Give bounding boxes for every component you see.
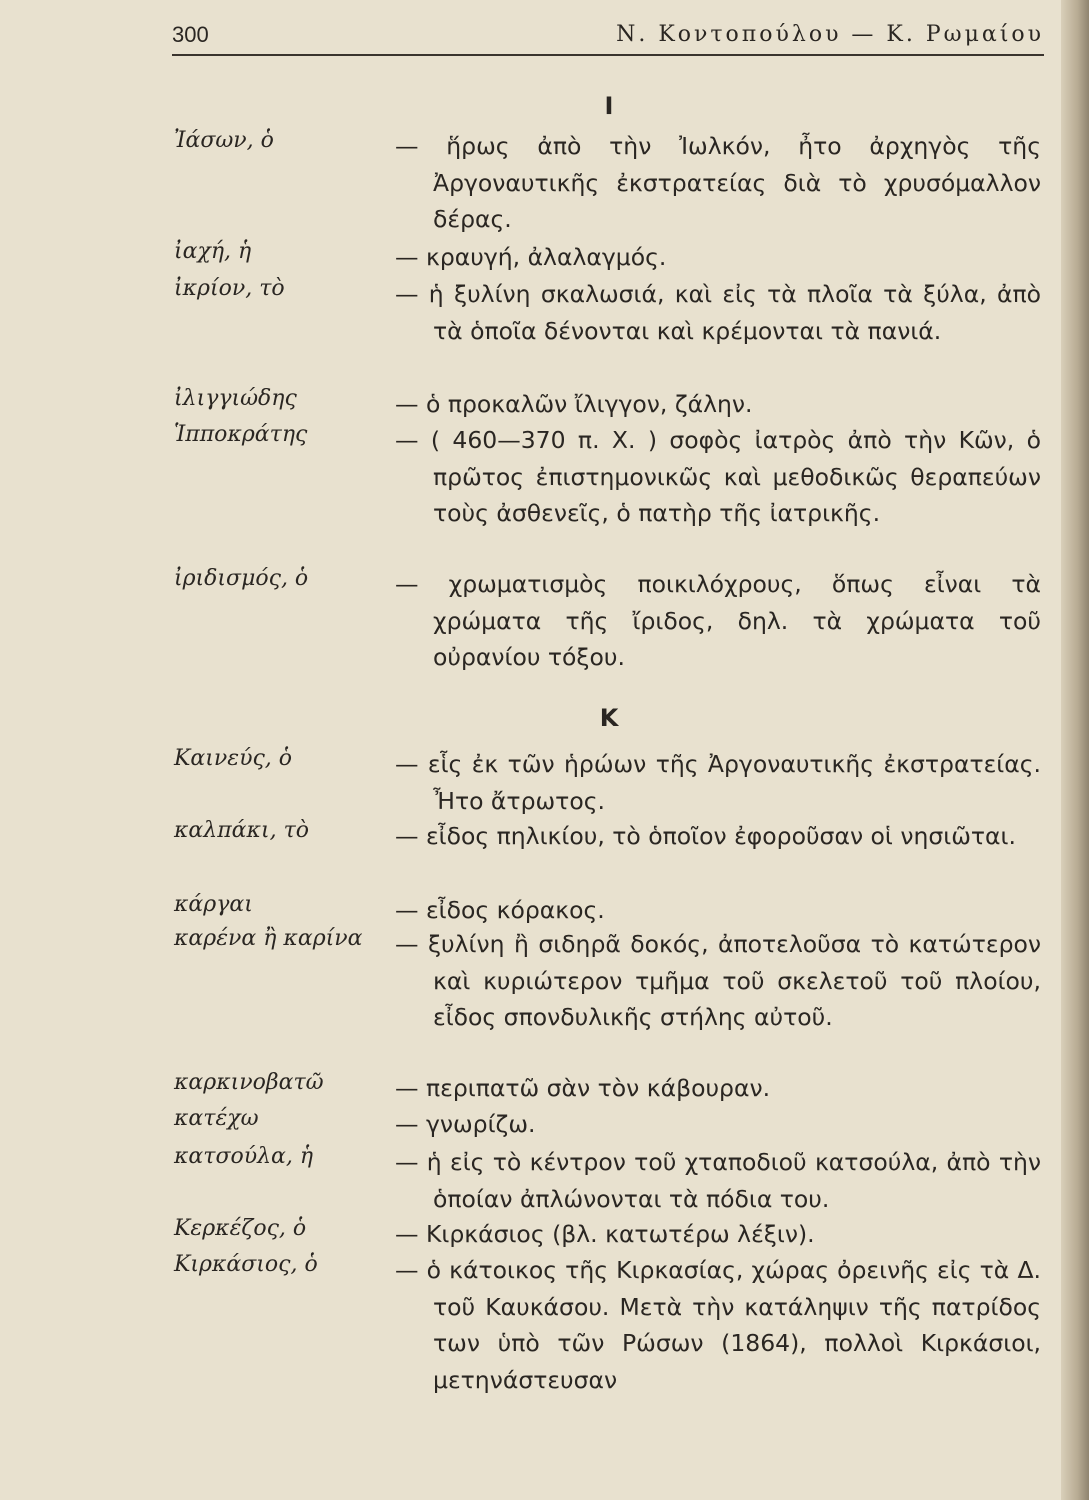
entry-term: κατέχω [174, 1106, 259, 1131]
running-head: Ν. Κοντοπούλου — Κ. Ρωμαίου [616, 22, 1044, 47]
entry-definition: — ξυλίνη ἢ σιδηρᾶ δοκός, ἀποτελοῦσα τὸ κατώτερον καὶ κυριώτερον τμῆμα τοῦ σκελετοῦ τοῦ πλοίου, εἶδος σπονδυλικῆς στήλης αὐτοῦ. [395, 930, 1041, 1032]
entry-term: καρένα ἢ καρίνα [174, 926, 363, 951]
section-letter-i: Ι [604, 92, 614, 120]
entry-definition: — εἶδος πηλικίου, τὸ ὁποῖον ἐφοροῦσαν οἱ νησιῶται. [395, 822, 1016, 850]
page-number: 300 [172, 22, 209, 47]
entry-term: καρκινοβατῶ [174, 1070, 324, 1095]
entry-term: Κιρκάσιος, ὁ [174, 1252, 318, 1277]
entry-term: ἰριδισμός, ὁ [174, 566, 309, 591]
page-edge [1061, 0, 1089, 1500]
entry-term: καλπάκι, τὸ [174, 818, 309, 843]
entry-definition: — ἡ ξυλίνη σκαλωσιά, καὶ εἰς τὰ πλοῖα τὰ ξύλα, ἀπὸ τὰ ὁποῖα δένονται καὶ κρέμονται τὰ πανιά. [395, 280, 1041, 345]
entry-definition: — ἥρως ἀπὸ τὴν Ἰωλκόν, ἦτο ἀρχηγὸς τῆς Ἀργοναυτικῆς ἐκστρατείας διὰ τὸ χρυσόμαλλον δέρας. [395, 132, 1041, 234]
entry-definition: — χρωματισμὸς ποικιλόχρους, ὅπως εἶναι τὰ χρώματα τῆς ἴριδος, δηλ. τὰ χρώματα τοῦ οὐρανίου τόξου. [395, 570, 1041, 672]
entry-definition: — Κιρκάσιος (βλ. κατωτέρω λέξιν). [395, 1220, 815, 1248]
entry-definition: — εἶδος κόρακος. [395, 896, 605, 924]
page-header [172, 20, 1044, 56]
section-letter-k: Κ [599, 704, 619, 732]
entry-term: ἰαχή, ἡ [174, 239, 252, 264]
entry-term: κατσούλα, ἡ [174, 1144, 314, 1169]
entry-definition: — περιπατῶ σὰν τὸν κάβουραν. [395, 1074, 771, 1102]
entry-term: κάργαι [174, 892, 253, 917]
entry-term: Καινεύς, ὁ [174, 746, 293, 771]
entry-term: ἰλιγγιώδης [174, 386, 297, 411]
entry-term: ἰκρίον, τὸ [174, 276, 285, 301]
entry-definition: — ὁ κάτοικος τῆς Κιρκασίας, χώρας ὀρεινῆς εἰς τὰ Δ. τοῦ Καυκάσου. Μετὰ τὴν κατάληψιν τῆς πατρίδος των ὑπὸ τῶν Ρώσων (1864), πολλοὶ Κιρκάσιοι, μετηνάστευσαν [395, 1256, 1041, 1395]
entry-term: Κερκέζος, ὁ [174, 1216, 307, 1241]
entry-definition: — ( 460—370 π. Χ. ) σοφὸς ἰατρὸς ἀπὸ τὴν Κῶν, ὁ πρῶτος ἐπιστημονικῶς καὶ μεθοδικῶς θεραπεύων τοὺς ἀσθενεῖς, ὁ πατὴρ τῆς ἰατρικῆς. [395, 426, 1041, 528]
entry-definition: — γνωρίζω. [395, 1110, 536, 1138]
entry-term: Ἱπποκράτης [174, 422, 308, 447]
entry-definition: — ὁ προκαλῶν ἴλιγγον, ζάλην. [395, 390, 753, 418]
entry-term: Ἰάσων, ὁ [174, 128, 274, 153]
entry-definition: — εἷς ἐκ τῶν ἡρώων τῆς Ἀργοναυτικῆς ἐκστρατείας. Ἦτο ἄτρωτος. [395, 750, 1041, 815]
entry-definition: — ἡ εἰς τὸ κέντρον τοῦ χταποδιοῦ κατσούλα, ἀπὸ τὴν ὁποίαν ἀπλώνονται τὰ πόδια του. [395, 1148, 1041, 1213]
entry-definition: — κραυγή, ἀλαλαγμός. [395, 243, 667, 271]
